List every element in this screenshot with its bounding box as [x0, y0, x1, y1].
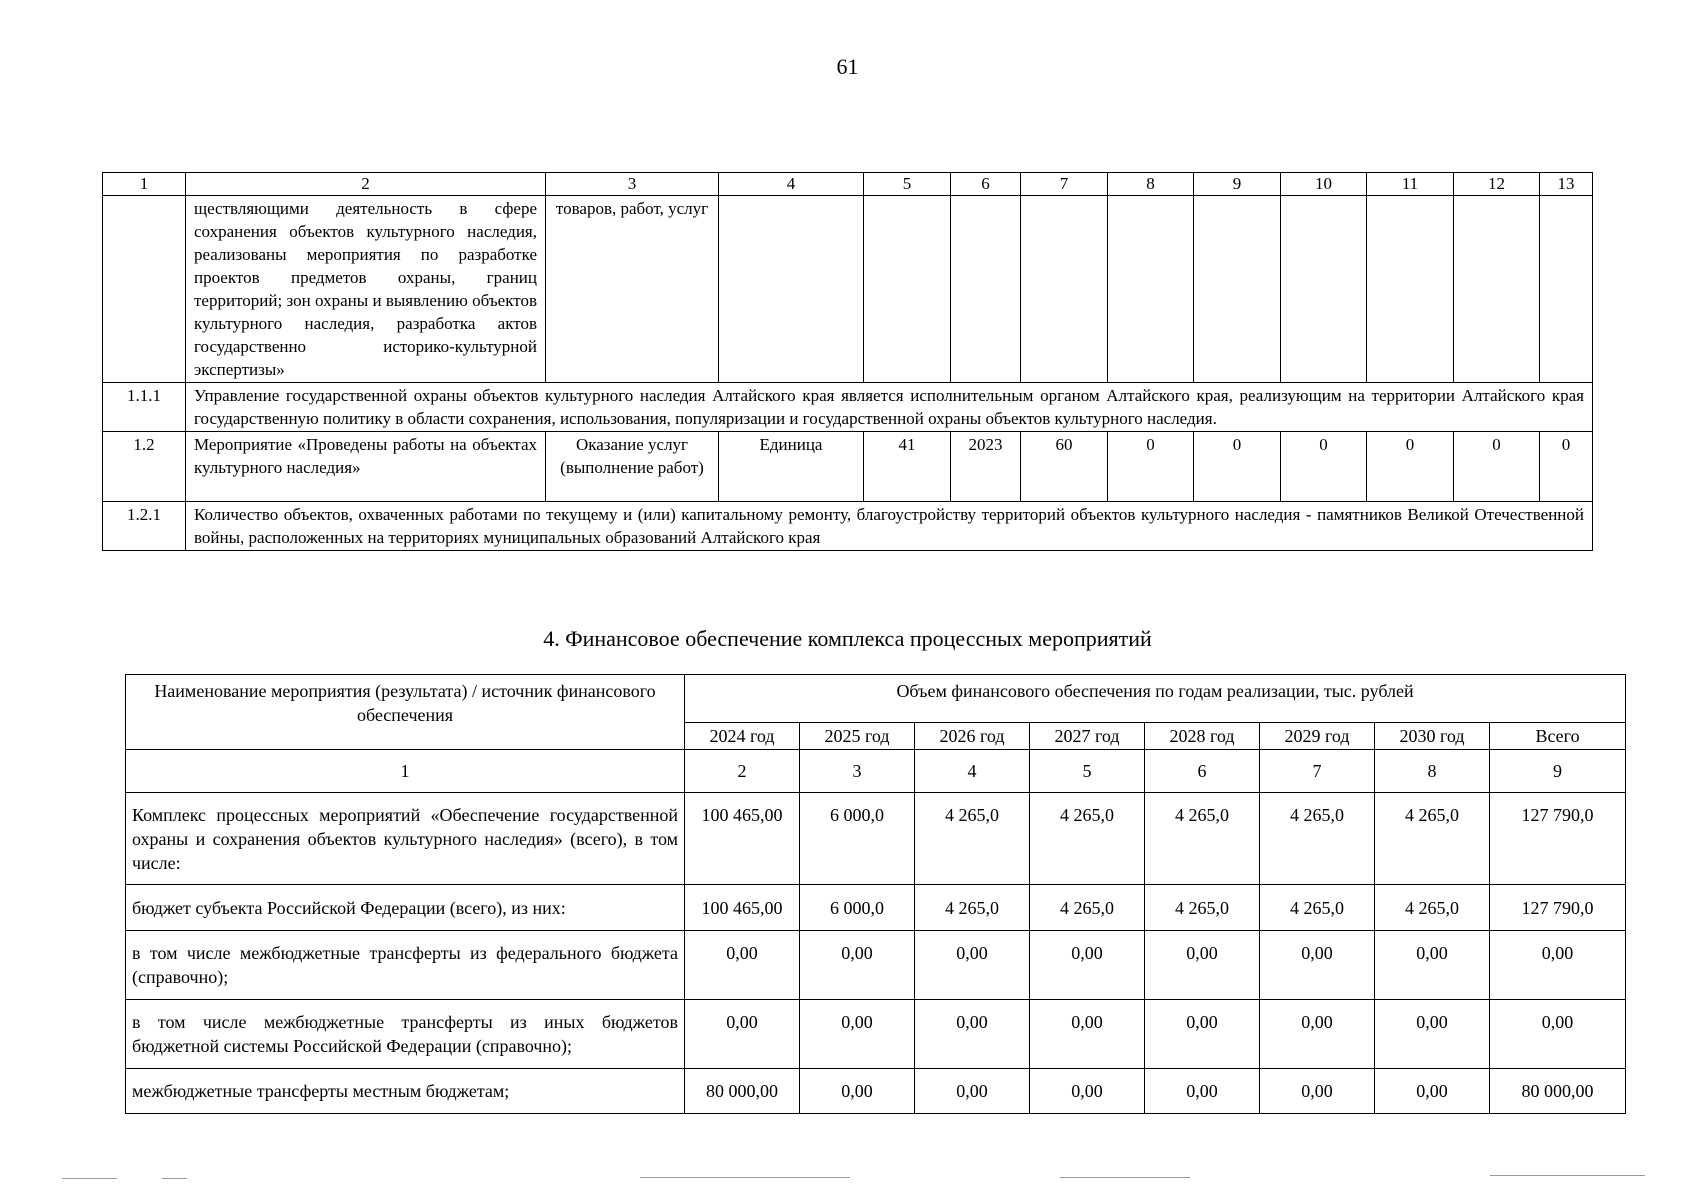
amount-cell: 4 265,0 [1030, 885, 1145, 931]
financing-table [125, 674, 1626, 1114]
amount-cell: 6 000,0 [800, 793, 915, 885]
value-cell: 0 [1540, 432, 1593, 502]
column-number: 10 [1281, 173, 1367, 196]
column-number: 5 [1030, 750, 1145, 793]
value-cell: 0 [1367, 432, 1454, 502]
column-number: 13 [1540, 173, 1593, 196]
amount-cell: 0,00 [1375, 1000, 1490, 1069]
column-number: 7 [1021, 173, 1108, 196]
column-number: 2 [186, 173, 546, 196]
row-description: Количество объектов, охваченных работами по текущему и (или) капитальному ремонту, благоустройству территорий объектов культурного наследия - памятников Великой Отечественной войны, расположенных на территориях муниципальных образований Алтайского края [186, 502, 1593, 551]
amount-cell: 4 265,0 [915, 885, 1030, 931]
column-numbers-row [126, 750, 1626, 793]
year-header: 2027 год [1030, 723, 1145, 750]
amount-cell: 0,00 [1030, 1000, 1145, 1069]
financing-source-name: Комплекс процессных мероприятий «Обеспечение государственной охраны и сохранения объектов культурного наследия» (всего), в том числе: [126, 793, 685, 885]
financing-source-name: в том числе межбюджетные трансферты из федерального бюджета (справочно); [126, 931, 685, 1000]
amount-cell: 0,00 [915, 931, 1030, 1000]
amount-cell: 4 265,0 [1375, 793, 1490, 885]
value-cell: 60 [1021, 432, 1108, 502]
table-row [103, 502, 1593, 551]
name-column-header: Наименование мероприятия (результата) / источник финансового обеспечения [126, 675, 685, 750]
amount-cell: 4 265,0 [915, 793, 1030, 885]
indicators-table [102, 172, 1593, 551]
scan-artifact [62, 1178, 117, 1179]
row-number: 1.2 [103, 432, 186, 502]
amount-cell: 0,00 [800, 931, 915, 1000]
year-header: 2024 год [685, 723, 800, 750]
column-number: 3 [546, 173, 719, 196]
page-number: 61 [836, 54, 859, 79]
year-header: 2026 год [915, 723, 1030, 750]
column-number: 6 [951, 173, 1021, 196]
amount-cell: 4 265,0 [1145, 793, 1260, 885]
amount-cell: 100 465,00 [685, 885, 800, 931]
table-row [103, 383, 1593, 432]
base-year: 2023 [951, 432, 1021, 502]
table-header-row [126, 675, 1626, 723]
amount-cell: 4 265,0 [1260, 793, 1375, 885]
section-title: 4. Финансовое обеспечение комплекса процессных мероприятий [543, 626, 1152, 651]
amount-cell: 0,00 [1375, 931, 1490, 1000]
amount-cell: 0,00 [1260, 931, 1375, 1000]
result-type: товаров, работ, услуг [546, 196, 719, 383]
column-number: 4 [915, 750, 1030, 793]
measure-unit: Единица [719, 432, 864, 502]
table-row [126, 793, 1626, 885]
scan-artifact [1060, 1177, 1190, 1178]
total-cell: 80 000,00 [1490, 1069, 1626, 1114]
amount-cell: 100 465,00 [685, 793, 800, 885]
amount-cell: 4 265,0 [1260, 885, 1375, 931]
total-cell: 127 790,0 [1490, 885, 1626, 931]
year-header: 2029 год [1260, 723, 1375, 750]
amount-cell: 0,00 [915, 1000, 1030, 1069]
amount-cell: 4 265,0 [1375, 885, 1490, 931]
base-value: 41 [864, 432, 951, 502]
table-row [126, 931, 1626, 1000]
amount-cell: 4 265,0 [1030, 793, 1145, 885]
total-header: Всего [1490, 723, 1626, 750]
amount-cell: 0,00 [1030, 931, 1145, 1000]
financing-source-name: бюджет субъекта Российской Федерации (всего), из них: [126, 885, 685, 931]
amount-cell: 0,00 [800, 1069, 915, 1114]
row-number: 1.2.1 [103, 502, 186, 551]
year-header: 2028 год [1145, 723, 1260, 750]
amount-cell: 0,00 [685, 931, 800, 1000]
year-header: 2030 год [1375, 723, 1490, 750]
scan-artifact [640, 1177, 850, 1178]
amount-cell: 0,00 [1145, 1000, 1260, 1069]
value-cell: 0 [1281, 432, 1367, 502]
table-row [103, 196, 1593, 383]
row-description: Управление государственной охраны объектов культурного наследия Алтайского края является исполнительным органом Алтайского края, реализующим на территории Алтайского края государственную политику в области сохранения, использования, популяризации и государственной охраны объектов культурного наследия. [186, 383, 1593, 432]
column-number: 2 [685, 750, 800, 793]
column-number: 8 [1108, 173, 1194, 196]
column-number: 11 [1367, 173, 1454, 196]
column-number: 3 [800, 750, 915, 793]
amount-cell: 0,00 [915, 1069, 1030, 1114]
measure-type: Оказание услуг (выполнение работ) [546, 432, 719, 502]
amount-cell: 0,00 [1145, 931, 1260, 1000]
column-number: 1 [103, 173, 186, 196]
table-row [126, 1069, 1626, 1114]
value-cell: 0 [1108, 432, 1194, 502]
total-cell: 127 790,0 [1490, 793, 1626, 885]
column-number: 7 [1260, 750, 1375, 793]
amount-cell: 80 000,00 [685, 1069, 800, 1114]
amount-cell: 0,00 [800, 1000, 915, 1069]
column-number: 8 [1375, 750, 1490, 793]
table-row [103, 432, 1593, 502]
column-number: 5 [864, 173, 951, 196]
amount-cell: 4 265,0 [1145, 885, 1260, 931]
column-number: 4 [719, 173, 864, 196]
amount-cell: 0,00 [1260, 1000, 1375, 1069]
volume-header: Объем финансового обеспечения по годам реализации, тыс. рублей [685, 675, 1626, 723]
scan-artifact [162, 1178, 187, 1179]
scan-artifact [1490, 1175, 1645, 1176]
total-cell: 0,00 [1490, 1000, 1626, 1069]
financing-source-name: в том числе межбюджетные трансферты из иных бюджетов бюджетной системы Российской Федерации (справочно); [126, 1000, 685, 1069]
value-cell: 0 [1454, 432, 1540, 502]
continued-result-text: ществляющими деятельность в сфере сохранения объектов культурного наследия, реализованы мероприятия по разработке проектов предметов охраны, границ территорий; зон охраны и выявлению объектов культурного наследия, разработка актов государственно историко-культурной экспертизы» [186, 196, 546, 383]
column-number: 1 [126, 750, 685, 793]
measure-name: Мероприятие «Проведены работы на объектах культурного наследия» [186, 432, 546, 502]
amount-cell: 0,00 [1030, 1069, 1145, 1114]
table-row [126, 885, 1626, 931]
total-cell: 0,00 [1490, 931, 1626, 1000]
year-header: 2025 год [800, 723, 915, 750]
column-number: 6 [1145, 750, 1260, 793]
column-number: 9 [1490, 750, 1626, 793]
row-number: 1.1.1 [103, 383, 186, 432]
amount-cell: 0,00 [1145, 1069, 1260, 1114]
column-number: 12 [1454, 173, 1540, 196]
amount-cell: 6 000,0 [800, 885, 915, 931]
column-number: 9 [1194, 173, 1281, 196]
value-cell: 0 [1194, 432, 1281, 502]
amount-cell: 0,00 [1375, 1069, 1490, 1114]
amount-cell: 0,00 [685, 1000, 800, 1069]
table-row [126, 1000, 1626, 1069]
table-header-row [103, 173, 1593, 196]
amount-cell: 0,00 [1260, 1069, 1375, 1114]
financing-source-name: межбюджетные трансферты местным бюджетам; [126, 1069, 685, 1114]
